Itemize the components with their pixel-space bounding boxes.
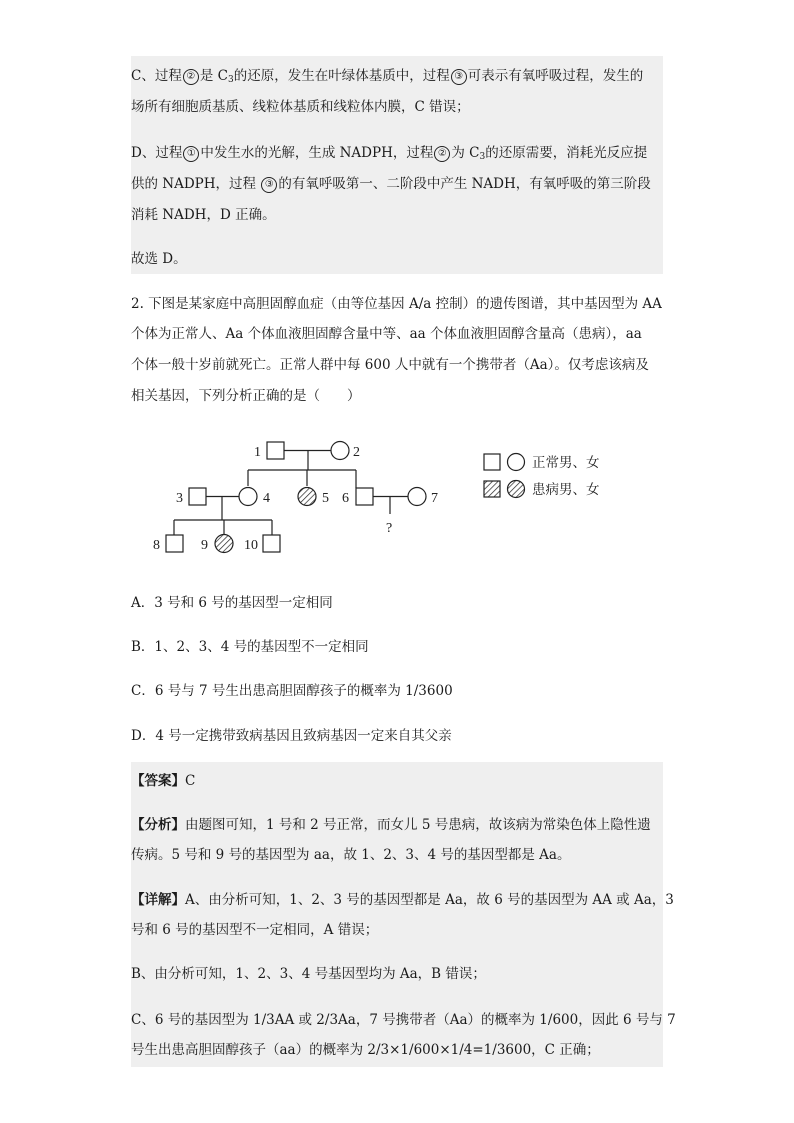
detail-a-line1: [131, 890, 674, 910]
text: 为 C: [451, 145, 480, 161]
question-line3: 个体一般十岁前就死亡。正常人群中每 600 人中就有一个携带者（Aa）。仅考虑该病及: [131, 357, 649, 373]
pedigree-legend-box: [480, 448, 640, 508]
label-4: 4: [263, 491, 270, 506]
legend-normal-female-icon: [508, 454, 525, 471]
answer-tag: 【答案】: [131, 773, 185, 789]
legend-affected-female-icon: [508, 481, 525, 498]
answer-value: C: [185, 773, 196, 789]
circled-number: ③: [451, 69, 467, 85]
text: 由题图可知，1 号和 2 号正常，而女儿 5 号患病，故该病为常染色体上隐性遗: [185, 817, 651, 833]
legend-affected-male-icon: [484, 481, 500, 497]
answer-d-line2: [131, 174, 651, 194]
circled-number: ①: [183, 146, 199, 162]
legend-normal-male-icon: [484, 454, 500, 470]
option-a: A．3 号和 6 号的基因型一定相同: [131, 595, 333, 611]
detail-b-line: B、由分析可知，1、2、3、4 号基因型均为 Aa，B 错误；: [131, 966, 486, 982]
answer-c-line1: [131, 66, 643, 90]
label-1: 1: [254, 445, 261, 460]
label-7: 7: [431, 491, 438, 506]
individual-4-female: [239, 488, 257, 506]
subscript: 3: [227, 75, 234, 85]
label-5: 5: [322, 491, 329, 506]
text: 的还原需要，消耗光反应提: [485, 145, 648, 161]
text: D、过程: [131, 145, 183, 161]
detail-c-line1: C、6 号的基因型为 1/3AA 或 2/3Aa，7 号携带者（Aa）的概率为 1/600，因此 6 号与 7: [131, 1012, 676, 1028]
detail-tag: 【详解】: [131, 892, 185, 908]
label-9: 9: [201, 538, 208, 553]
legend-affected-label: 患病男、女: [532, 482, 600, 498]
text: 的还原，发生在叶绿体基质中，过程: [233, 68, 450, 84]
analysis-tag: 【分析】: [131, 817, 185, 833]
answer-d-line3: 消耗 NADH，D 正确。: [131, 207, 276, 223]
label-3: 3: [176, 491, 183, 506]
individual-9-female-affected: [215, 535, 233, 553]
question-line1: 2. 下图是某家庭中高胆固醇血症（由等位基因 A/a 控制）的遗传图谱，其中基因型为 AA: [131, 296, 662, 312]
individual-7-female: [408, 488, 426, 506]
label-question: ?: [386, 521, 393, 536]
individual-10-male: [263, 535, 280, 552]
subscript: 3: [479, 152, 486, 162]
text: C、过程: [131, 68, 182, 84]
text: 中发生水的光解，生成 NADPH，过程: [200, 145, 434, 161]
analysis-line1: [131, 815, 651, 835]
label-10: 10: [244, 538, 258, 553]
label-6: 6: [342, 491, 349, 506]
option-c: C．6 号与 7 号生出患高胆固醇孩子的概率为 1/3600: [131, 683, 453, 699]
analysis-line2: 传病。5 号和 9 号的基因型为 aa，故 1、2、3、4 号的基因型都是 Aa。: [131, 847, 571, 863]
question-line2: 个体为正常人、Aa 个体血液胆固醇含量中等、aa 个体血液胆固醇含量高（患病），aa: [131, 326, 642, 342]
text: 的有氧呼吸第一、二阶段中产生 NADH，有氧呼吸的第三阶段: [278, 176, 651, 192]
text: 是 C: [199, 68, 228, 84]
detail-c-line2: 号生出患高胆固醇孩子（aa）的概率为 2/3×1/600×1/4=1/3600，C 正确；: [131, 1042, 600, 1058]
label-8: 8: [153, 538, 160, 553]
option-b: B．1、2、3、4 号的基因型不一定相同: [131, 639, 369, 655]
text: 供的 NADPH，过程: [131, 176, 261, 192]
pedigree-chart: [150, 432, 480, 562]
individual-5-female-affected: [298, 488, 316, 506]
option-d: D．4 号一定携带致病基因且致病基因一定来自其父亲: [131, 728, 452, 744]
choose-line: 故选 D。: [131, 251, 187, 267]
individual-8-male: [166, 535, 183, 552]
label-2: 2: [353, 445, 360, 460]
individual-3-male: [189, 488, 206, 505]
answer-c-line2: 场所有细胞质基质、线粒体基质和线粒体内膜，C 错误；: [131, 99, 470, 115]
detail-a-line2: 号和 6 号的基因型不一定相同，A 错误；: [131, 922, 379, 938]
circled-number: ③: [261, 177, 277, 193]
circled-number: ②: [183, 69, 199, 85]
answer-line: [131, 771, 195, 791]
individual-1-male: [267, 442, 284, 459]
individual-2-female: [331, 442, 349, 460]
question-line4: 相关基因，下列分析正确的是（ ）: [131, 388, 361, 404]
text: A、由分析可知，1、2、3 号的基因型都是 Aa，故 6 号的基因型为 AA 或 Aa，3: [185, 892, 674, 908]
individual-6-male: [356, 488, 373, 505]
text: 可表示有氧呼吸过程，发生的: [467, 68, 644, 84]
answer-d-line1: [131, 143, 647, 167]
circled-number: ②: [434, 146, 450, 162]
legend-normal-label: 正常男、女: [532, 455, 600, 471]
